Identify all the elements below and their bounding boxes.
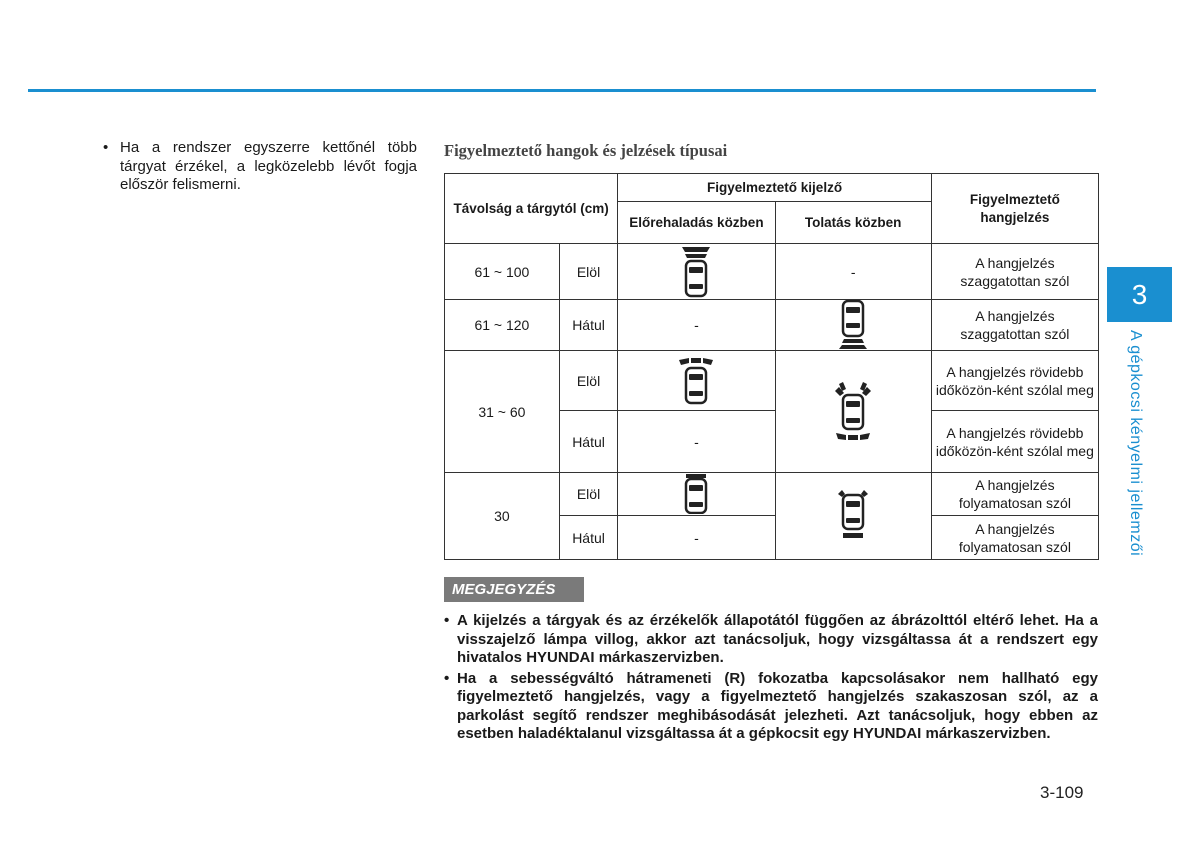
sound-cell: A hangjelzés folyamatosan szól xyxy=(931,473,1098,516)
forward-display-cell: - xyxy=(618,300,775,351)
forward-display-cell xyxy=(618,351,775,411)
side-cell: Hátul xyxy=(559,411,618,473)
side-cell: Hátul xyxy=(559,300,618,351)
reverse-display-cell xyxy=(775,351,931,473)
side-cell: Elöl xyxy=(559,473,618,516)
forward-display-cell: - xyxy=(618,516,775,560)
distance-cell: 61 ~ 100 xyxy=(445,244,560,300)
bullet-symbol: • xyxy=(103,139,109,156)
reverse-display-cell: - xyxy=(775,244,931,300)
note-bullet: • xyxy=(444,669,450,687)
chapter-title: A gépkocsi kényelmi jellemzői xyxy=(1127,330,1144,557)
note-item xyxy=(444,670,1098,744)
car-front-warning-icon xyxy=(678,246,714,298)
forward-display-cell: - xyxy=(618,411,775,473)
car-front-close-warning-icon xyxy=(678,474,714,514)
page-number: 3-109 xyxy=(1040,783,1084,802)
car-rear-warning-icon xyxy=(835,300,871,350)
table-row xyxy=(445,351,1099,411)
header-sound: Figyelmeztető hangjelzés xyxy=(931,174,1098,244)
header-display: Figyelmeztető kijelző xyxy=(618,174,932,202)
sound-cell: A hangjelzés rövidebb időközön-ként szólal meg xyxy=(931,351,1098,411)
header-distance: Távolság a tárgytól (cm) xyxy=(445,174,618,244)
sound-cell: A hangjelzés rövidebb időközön-ként szólal meg xyxy=(931,411,1098,473)
note-item xyxy=(444,612,1098,668)
chapter-tab: 3 xyxy=(1107,267,1172,322)
sound-cell: A hangjelzés folyamatosan szól xyxy=(931,516,1098,560)
car-front-sides-warning-icon xyxy=(676,357,716,405)
header-rule xyxy=(28,89,1096,92)
distance-cell: 61 ~ 120 xyxy=(445,300,560,351)
left-bullet-text: Ha a rendszer egyszerre kettőnél több tárgyat érzékel, a legközelebb lévőt fogja először felismerni. xyxy=(120,139,417,193)
car-all-around-warning-icon xyxy=(833,381,873,443)
forward-display-cell xyxy=(618,244,775,300)
notes-list xyxy=(444,612,1098,746)
header-forward: Előrehaladás közben xyxy=(618,202,775,244)
left-bullet-item xyxy=(103,139,417,195)
note-badge: MEGJEGYZÉS xyxy=(444,577,584,602)
reverse-display-cell xyxy=(775,300,931,351)
header-reverse: Tolatás közben xyxy=(775,202,931,244)
table-row xyxy=(445,300,1099,351)
note-text: A kijelzés a tárgyak és az érzékelők állapotától függően az ábrázolttól eltérő lehet. Ha a visszajelző lámpa villog, akkor azt tanácsoljuk, hogy vizsgáltassa át a rendszert egy hivatalos HYUNDAI márkaszervizben. xyxy=(457,612,1098,666)
warning-signal-table xyxy=(444,173,1099,560)
reverse-display-cell xyxy=(775,473,931,560)
section-title: Figyelmeztető hangok és jelzések típusai xyxy=(444,141,728,160)
note-bullet: • xyxy=(444,612,450,629)
sound-cell: A hangjelzés szaggatottan szól xyxy=(931,300,1098,351)
side-cell: Elöl xyxy=(559,351,618,411)
side-cell: Elöl xyxy=(559,244,618,300)
table-row xyxy=(445,473,1099,516)
distance-cell: 30 xyxy=(445,473,560,560)
side-cell: Hátul xyxy=(559,516,618,560)
note-text: Ha a sebességváltó hátrameneti (R) fokozatba kapcsolásakor nem hallható egy figyelmeztető hangjelzés, vagy a figyelmeztető hangjelzés szakaszosan szól, az a parkolást segítő rendszer meghibásodását jelezheti. Azt tanácsoljuk, hogy ebben az esetben haladéktalanul vizsgáltassa át a gépkocsit egy HYUNDAI márkaszervizben. xyxy=(457,669,1098,742)
table-row xyxy=(445,244,1099,300)
distance-cell: 31 ~ 60 xyxy=(445,351,560,473)
forward-display-cell xyxy=(618,473,775,516)
car-all-close-warning-icon xyxy=(835,488,871,544)
sound-cell: A hangjelzés szaggatottan szól xyxy=(931,244,1098,300)
